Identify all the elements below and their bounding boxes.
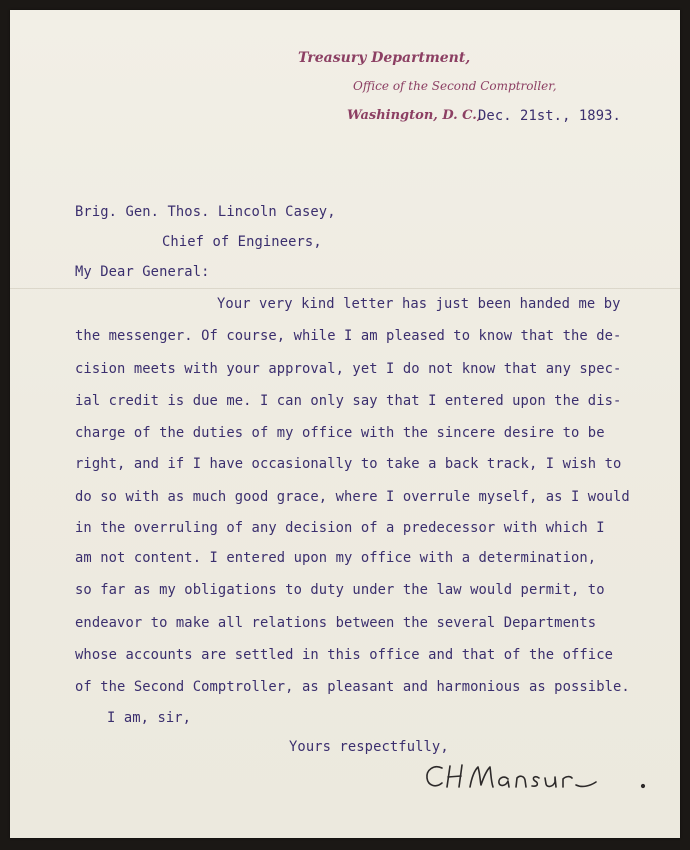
body-line: do so with as much good grace, where I overrule myself, as I would <box>75 489 630 505</box>
body-line: so far as my obligations to duty under the law would permit, to <box>75 582 605 598</box>
salutation: My Dear General: <box>75 264 210 280</box>
addressee-name: Brig. Gen. Thos. Lincoln Casey, <box>75 204 336 220</box>
body-line: the messenger. Of course, while I am pleased to know that the de- <box>75 328 622 344</box>
paper-fold <box>10 288 680 289</box>
body-line: right, and if I have occasionally to take a back track, I wish to <box>75 456 622 472</box>
letterhead-city: Washington, D. C., <box>347 108 482 123</box>
body-line: in the overruling of any decision of a predecessor with which I <box>75 520 605 536</box>
body-line: charge of the duties of my office with the sincere desire to be <box>75 425 605 441</box>
signature-icon <box>420 752 660 802</box>
letterhead-department: Treasury Department, <box>298 50 471 66</box>
body-line: am not content. I entered upon my office with a determination, <box>75 550 597 566</box>
handwritten-signature <box>420 752 660 807</box>
letter-date: Dec. 21st., 1893. <box>478 108 621 124</box>
letterhead-office: Office of the Second Comptroller, <box>353 79 557 93</box>
body-line: Your very kind letter has just been handed me by <box>217 296 621 312</box>
closing-line: I am, sir, <box>107 710 192 726</box>
body-line: cision meets with your approval, yet I do not know that any spec- <box>75 361 622 377</box>
body-line: ial credit is due me. I can only say that I entered upon the dis- <box>75 393 622 409</box>
addressee-title: Chief of Engineers, <box>162 234 322 250</box>
body-line: of the Second Comptroller, as pleasant and harmonious as possible. <box>75 679 630 695</box>
body-line: endeavor to make all relations between the several Departments <box>75 615 597 631</box>
closing-complimentary: Yours respectfully, <box>289 739 449 755</box>
body-line: whose accounts are settled in this office and that of the office <box>75 647 614 663</box>
